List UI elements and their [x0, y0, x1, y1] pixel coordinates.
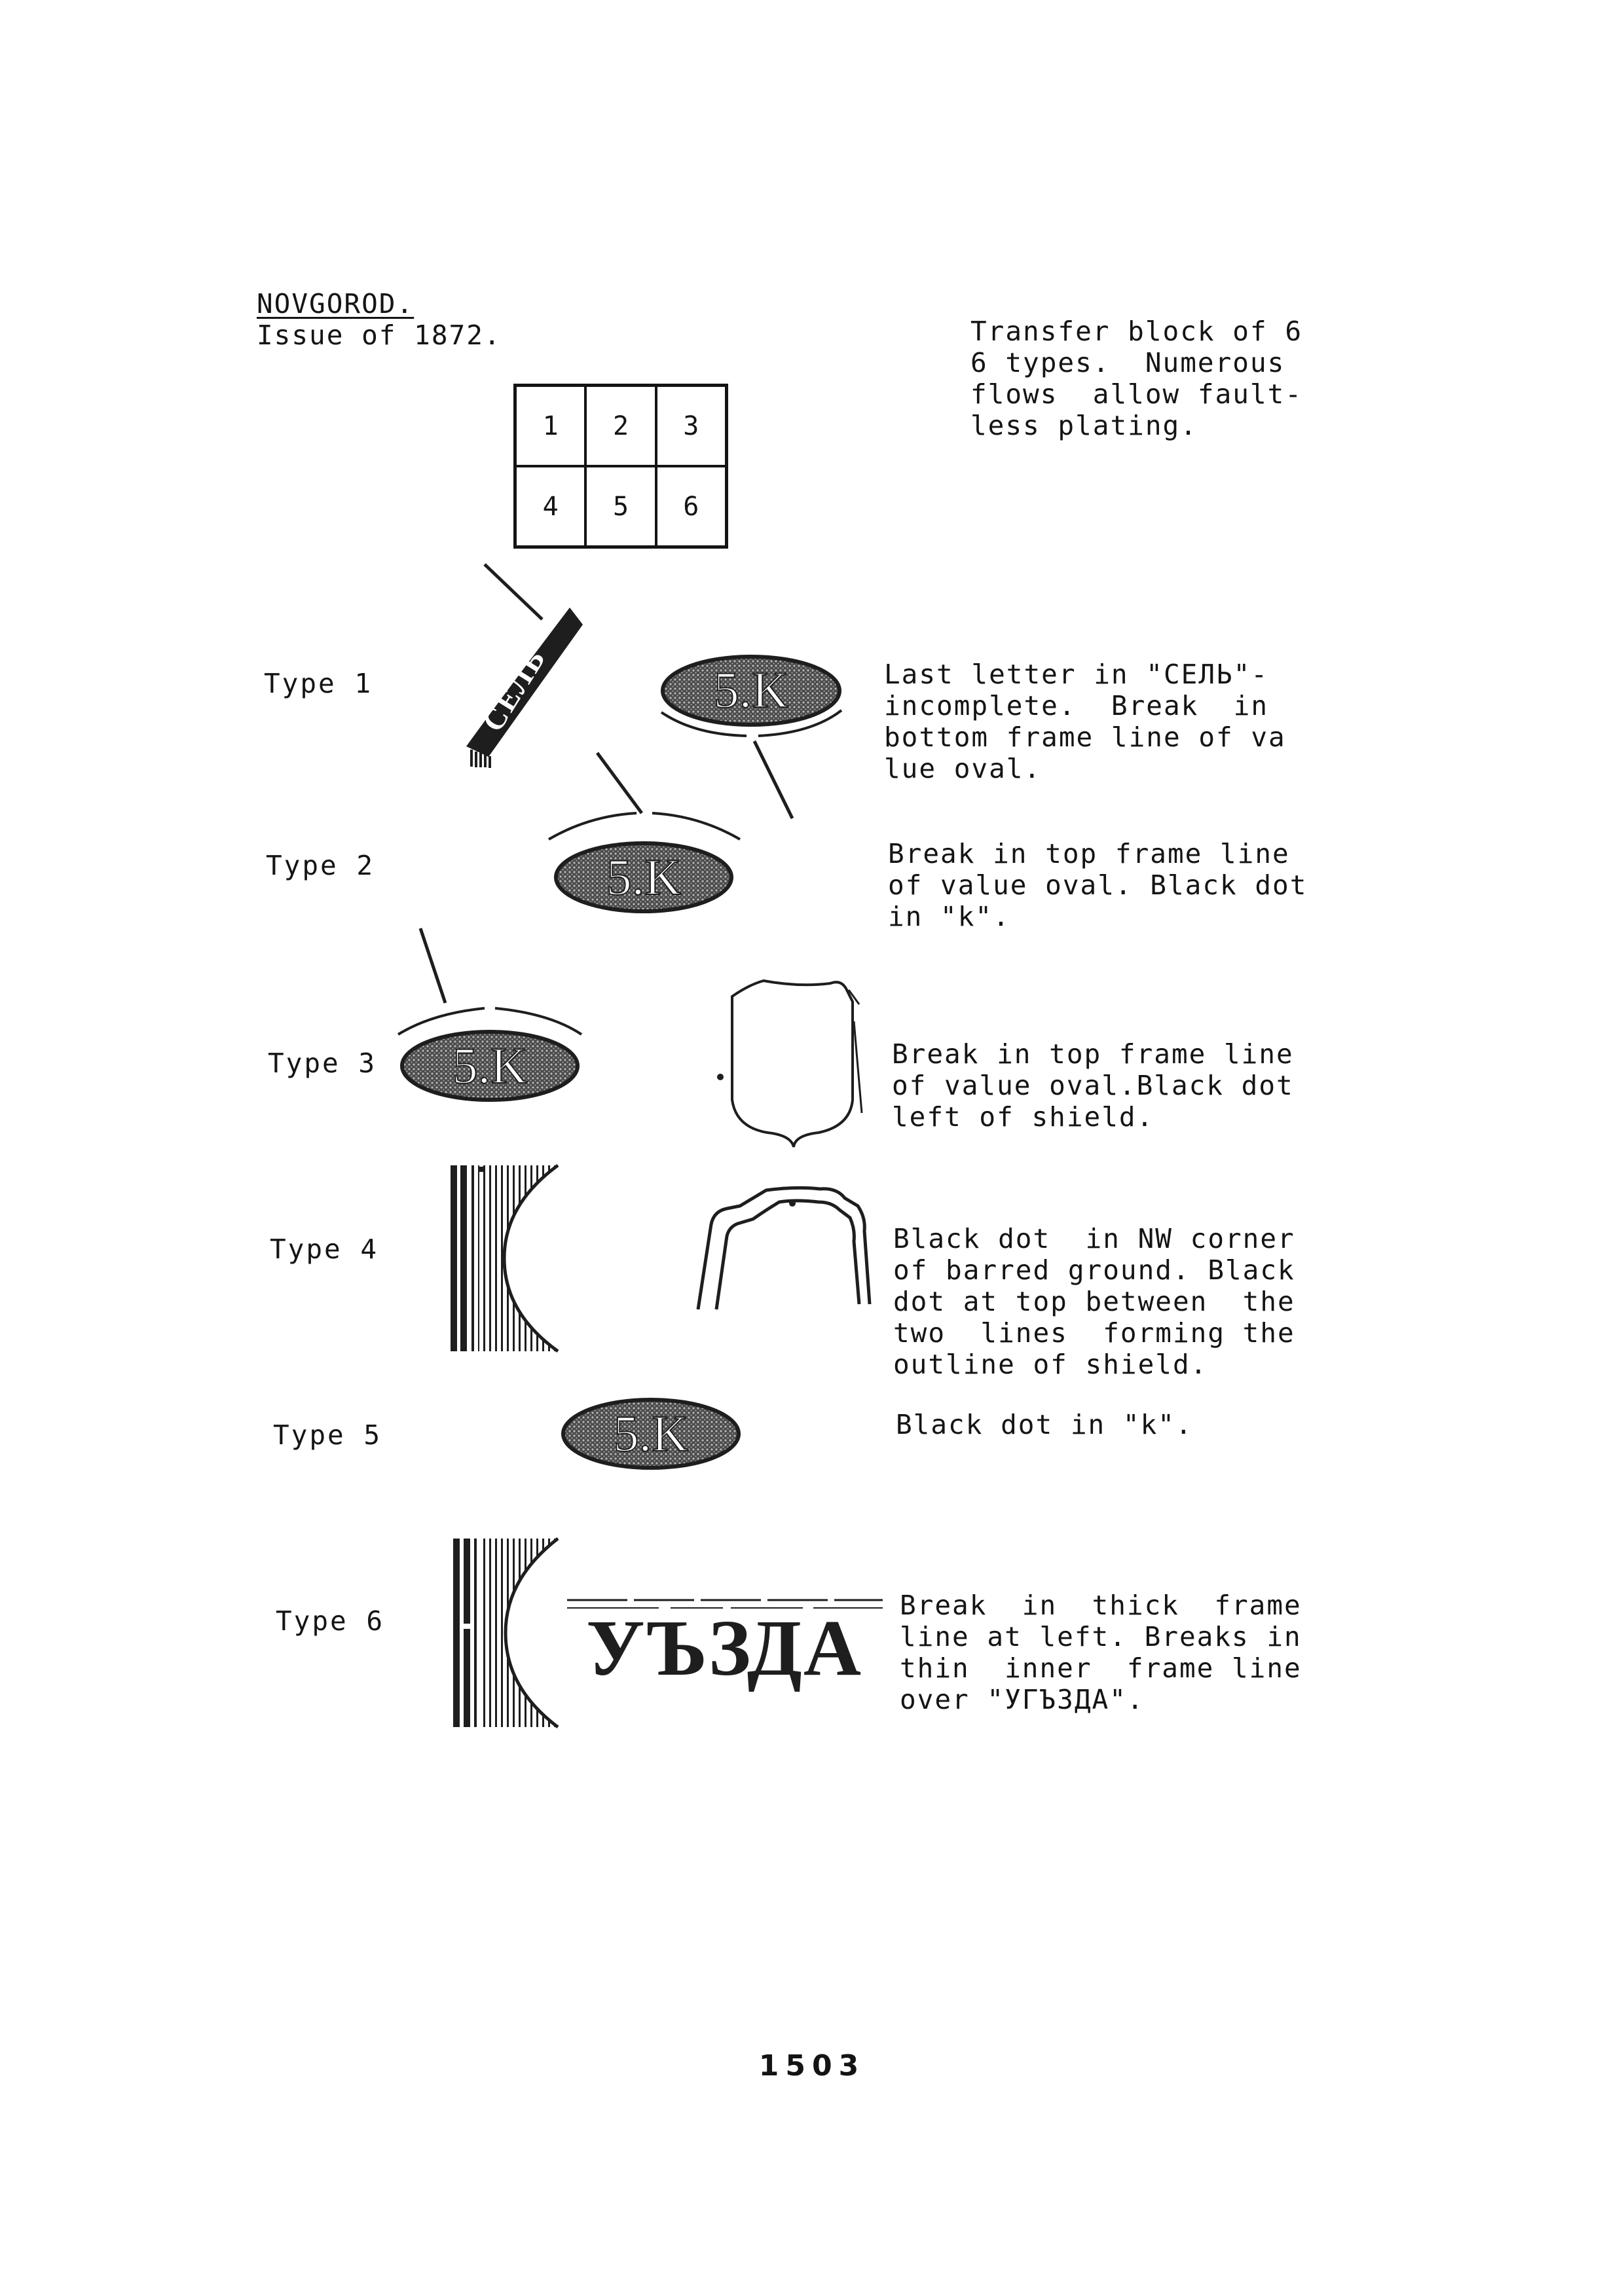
type-5-label: Type 5	[273, 1419, 382, 1451]
type-6-note: Break in thick frame line at left. Breaks in thin inner frame line over "УГЪЗДА".	[900, 1590, 1302, 1715]
type-2-pointer	[597, 753, 642, 813]
type-3-black-dot	[717, 1074, 724, 1080]
transfer-block-cell: 3	[656, 386, 726, 466]
transfer-block-cell: 1	[515, 386, 585, 466]
type-1-banner-illustration	[466, 608, 583, 768]
type-3-value-oval	[398, 1008, 581, 1100]
transfer-block-cell: 6	[656, 466, 726, 547]
page-number: 1503	[758, 2049, 866, 2083]
type-2-value-oval	[549, 813, 740, 911]
type-3-shield-outline	[717, 981, 862, 1147]
page-subtitle: Issue of 1872.	[257, 319, 502, 351]
type-6-stamp-word: УЪЗДА	[586, 1604, 862, 1692]
type-1-note: Last letter in "СЕЛЬ"- incomplete. Break in bottom frame line of va lue oval.	[884, 659, 1286, 784]
type-4-barred-ground	[451, 1165, 563, 1351]
type-5-value-oval	[563, 1400, 739, 1468]
type-4-label: Type 4	[270, 1233, 379, 1265]
type-2-oval-text: 5.K	[606, 848, 682, 905]
page-title: NOVGOROD.	[257, 288, 415, 319]
type-2-label: Type 2	[266, 850, 375, 881]
type-3-label: Type 3	[268, 1048, 377, 1079]
type-6-label: Type 6	[276, 1605, 385, 1637]
transfer-block-cell: 2	[585, 386, 655, 466]
type-4-shield-outline	[698, 1188, 870, 1309]
type-6-barred-ground	[453, 1539, 563, 1727]
type-5-oval-text: 5.K	[613, 1405, 689, 1462]
type-4-note: Black dot in NW corner of barred ground. Black dot at top between the two lines forming the outline of shield.	[893, 1223, 1295, 1380]
type-1-oval-text: 5.K	[713, 661, 789, 718]
type-4-black-dot	[789, 1200, 796, 1207]
intro-note: Transfer block of 6 6 types. Numerous flows allow fault- less plating.	[970, 316, 1302, 441]
transfer-block-cell: 5	[585, 466, 655, 547]
type-3-note: Break in top frame line of value oval.Black dot left of shield.	[892, 1038, 1294, 1133]
type-1-label: Type 1	[264, 668, 373, 699]
type-1-oval-pointer	[754, 741, 792, 818]
type-3-pointer	[420, 928, 445, 1003]
transfer-block-cell: 4	[515, 466, 585, 547]
type-3-oval-text: 5.K	[452, 1037, 528, 1094]
type-2-note: Break in top frame line of value oval. Black dot in "k".	[888, 838, 1308, 932]
type-1-value-oval	[661, 657, 841, 736]
type-5-note: Black dot in "k".	[896, 1409, 1193, 1440]
type-1-stamp-word: СЕЛЬ	[475, 642, 553, 738]
type-1-pointer	[485, 564, 542, 619]
